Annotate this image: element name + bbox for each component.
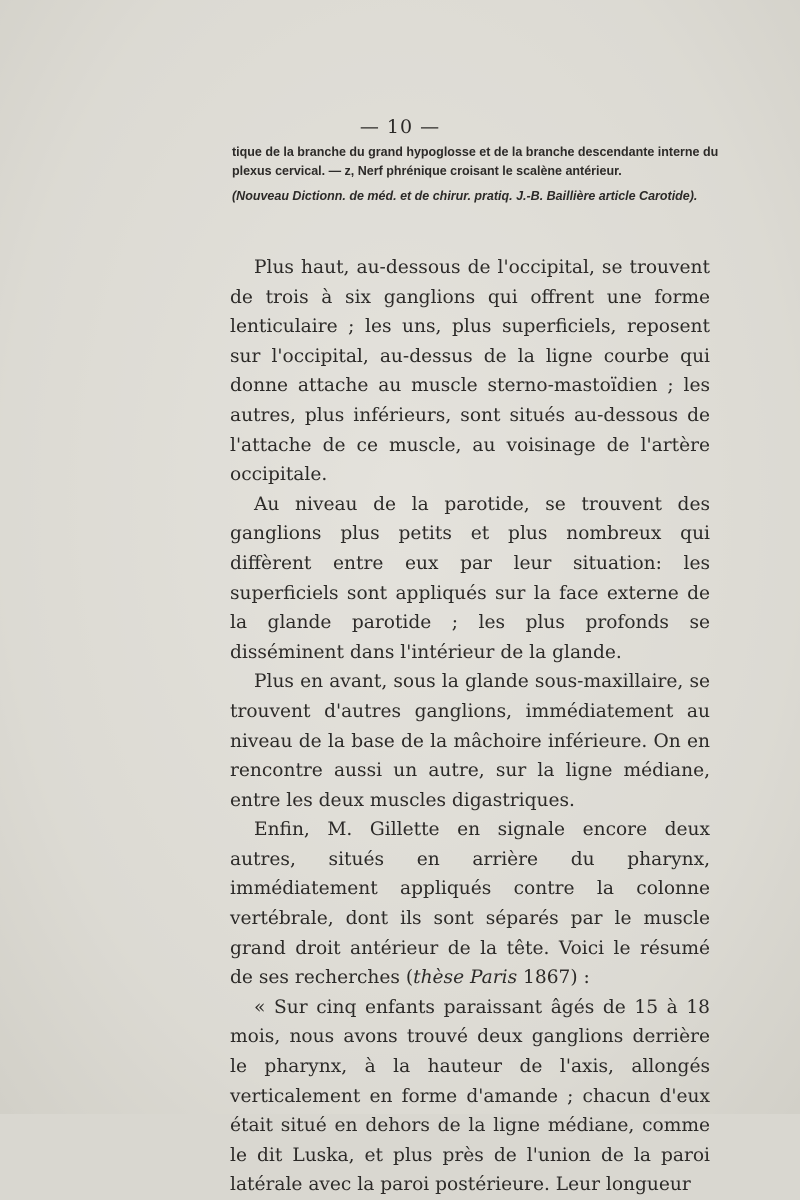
page-number: — 10 —	[359, 116, 441, 138]
reference-title: Nouveau Dictionn. de méd. et de chirur. pratiq. J.-B. Baillière article Carotide	[236, 189, 690, 203]
paragraph-1: Plus haut, au-dessous de l'occipital, se trouvent de trois à six ganglions qui offrent une forme lenticulaire ; les uns, plus superficiels, reposent sur l'occipital, au-dessus de la ligne courbe qui donne attache au muscle sterno-mastoïdien ; les autres, plus inférieurs, sont situés au-dessous de l'attache de ce muscle, au voisinage de l'artère occipitale.	[230, 257, 710, 486]
citation-italic: thèse Paris	[413, 967, 518, 989]
quotation: « Sur cinq enfants paraissant âgés de 15 à 18 mois, nous avons trouvé deux ganglions derrière le pharynx, à la hauteur de l'axis, allongés verticalement en forme d'amande ; chacun d'eux était situé en dehors de la ligne médiane, comme le dit Luska, et plus près de l'union de la paroi latérale avec la paroi postérieure. Leur longueur	[230, 996, 710, 1196]
paragraph-4: Enfin, M. Gillette en signale encore deux autres, situés en arrière du pharynx, immédiatement appliqués contre la colonne vertébrale, dont ils sont séparés par le muscle grand droit antérieur de la tête. Voici le résumé de ses recherches (thèse Paris 1867) :	[230, 819, 710, 989]
paragraph-2: Au niveau de la parotide, se trouvent des ganglions plus petits et plus nombreux qui diffèrent entre eux par leur situation: les superficiels sont appliqués sur la face externe de la glande parotide ; les plus profonds se disséminent dans l'intérieur de la glande.	[230, 493, 710, 663]
legend-reference: (Nouveau Dictionn. de méd. et de chirur. pratiq. J.-B. Baillière article Carotide).	[232, 189, 698, 203]
body-text	[230, 253, 710, 1200]
figure-legend	[232, 143, 724, 206]
legend-text: tique de la branche du grand hypoglosse et de la branche descendante interne du plexus cervical. — z, Nerf phrénique croisant le scalène antérieur.	[232, 145, 719, 178]
paragraph-3: Plus en avant, sous la glande sous-maxillaire, se trouvent d'autres ganglions, immédiatement au niveau de la base de la mâchoire inférieure. On en rencontre aussi un autre, sur la ligne médiane, entre les deux muscles digastriques.	[230, 671, 710, 811]
